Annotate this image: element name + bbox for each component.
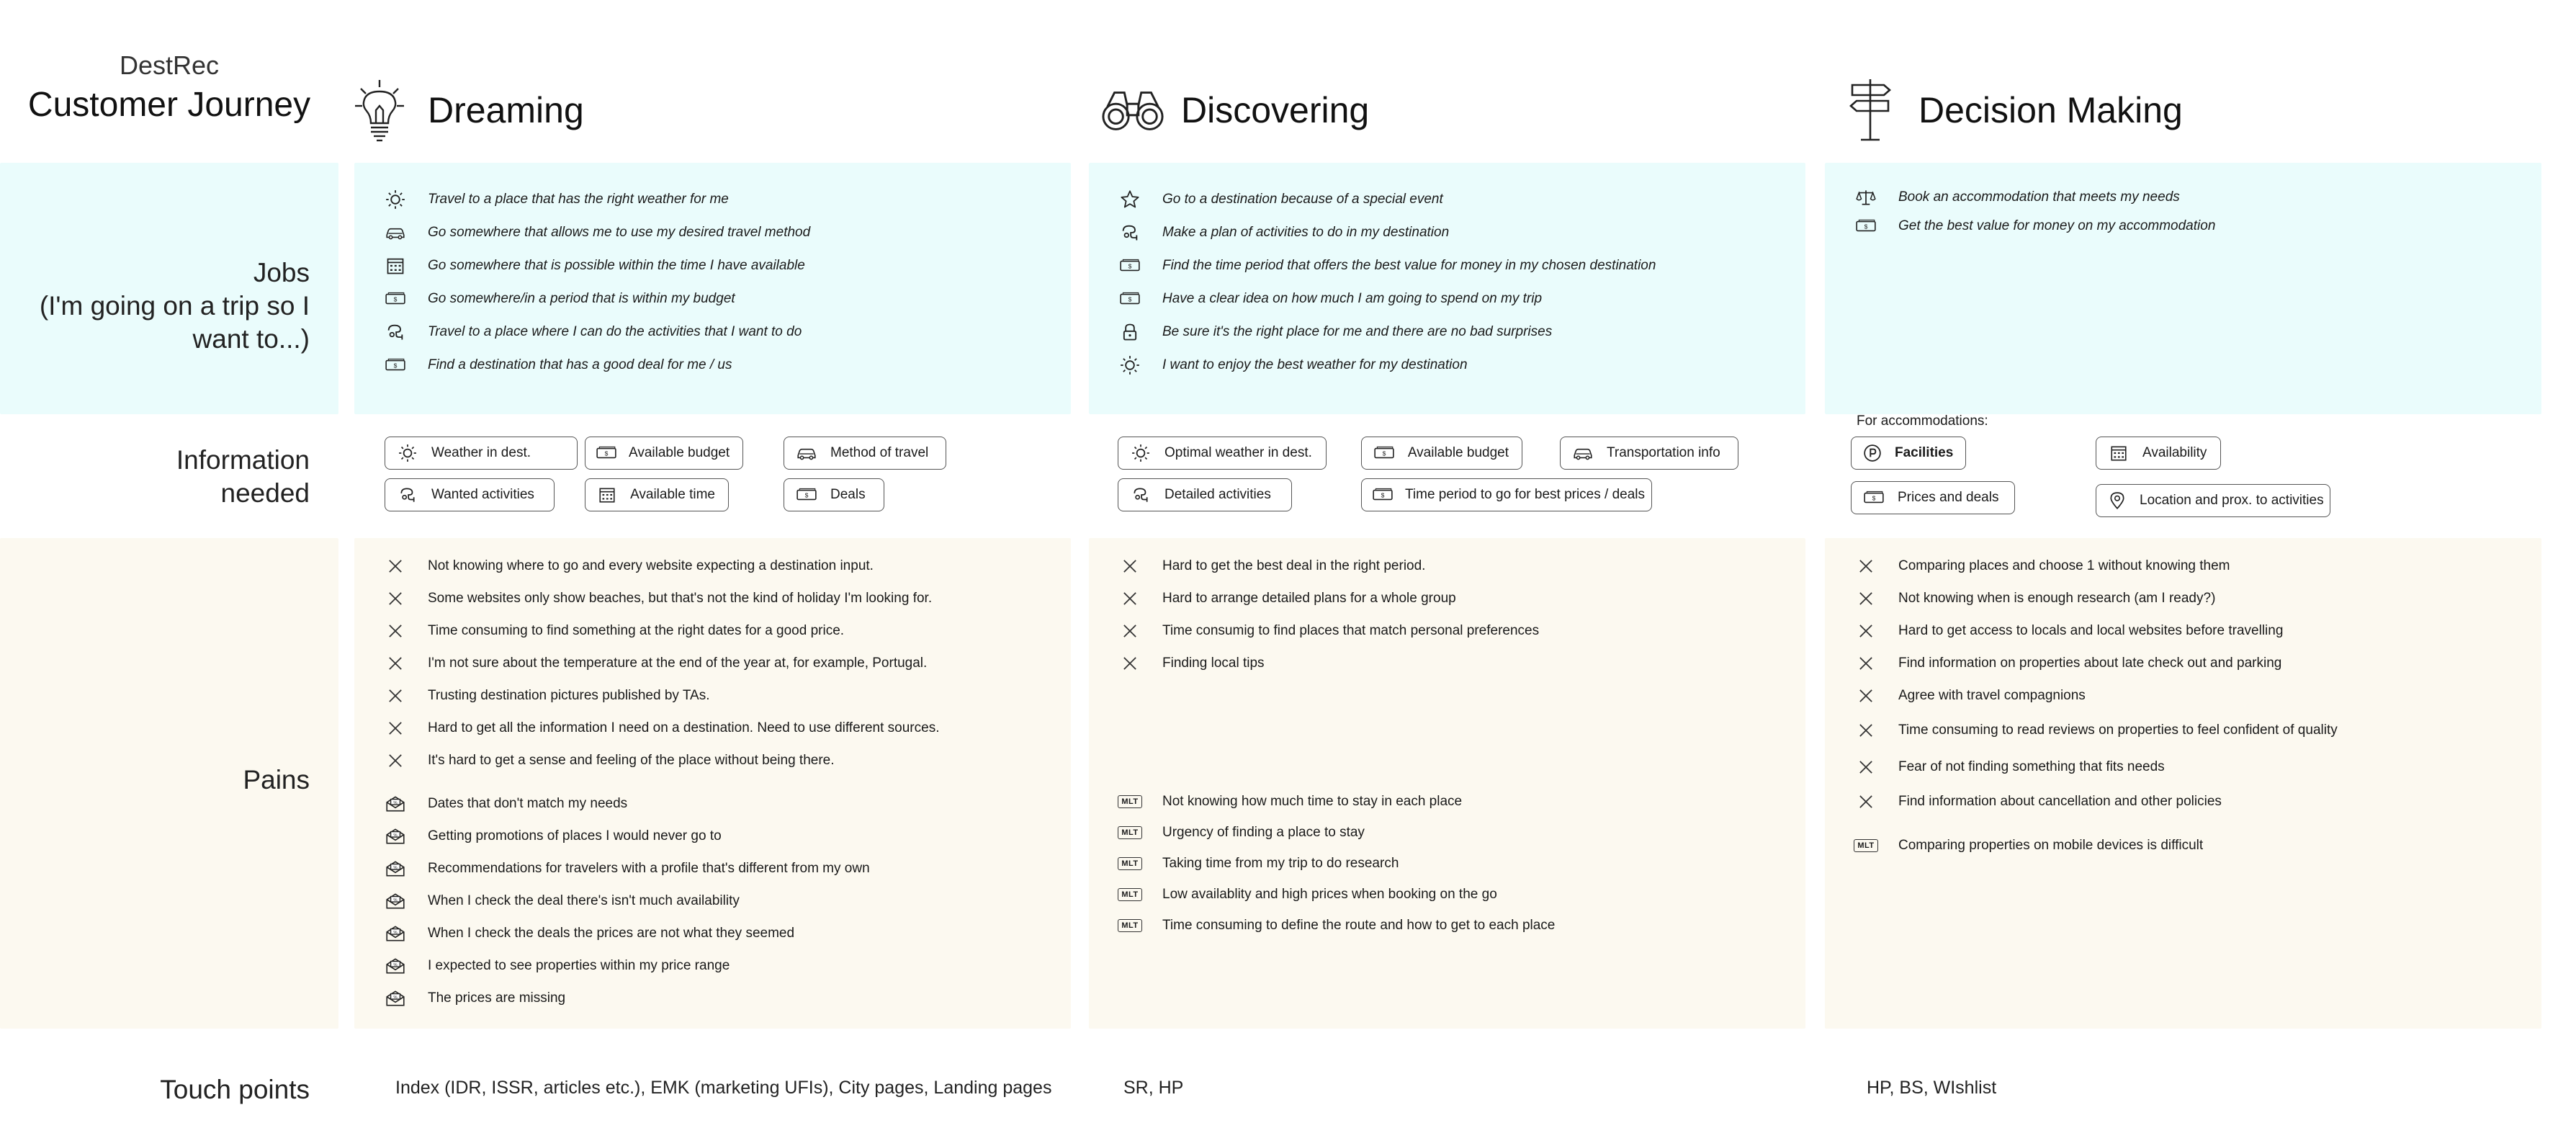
pains-list-discovering (1118, 550, 1539, 679)
pains-panel-dreaming (354, 538, 1071, 1029)
list-item (1118, 647, 1539, 679)
jobs-panel-discovering (1089, 163, 1805, 414)
list-item (383, 820, 870, 852)
car-icon (794, 442, 819, 464)
list-item (383, 744, 939, 777)
info-chip-label: Weather in dest. (431, 445, 531, 460)
list-item (1854, 550, 2338, 582)
stage-title-decision-making: Decision Making (1918, 90, 2183, 130)
list-item-text: Get the best value for money on my accommodation (1898, 218, 2216, 233)
list-item (1854, 748, 2338, 785)
info-chip (585, 478, 729, 511)
list-item (1118, 817, 1555, 848)
list-item-text: Taking time from my trip to do research (1162, 855, 1399, 871)
activity-icon (383, 320, 408, 344)
calendar-icon (596, 484, 619, 506)
jobs-panel-dreaming (354, 163, 1071, 414)
list-item (383, 316, 810, 349)
close-icon (1854, 619, 1878, 643)
list-item-text: Time consuming to define the route and how to get to each place (1162, 917, 1556, 933)
money-icon (1118, 287, 1142, 311)
list-item-text: Some websites only show beaches, but that's not the kind of holiday I'm looking for. (428, 590, 933, 606)
list-item (1118, 582, 1539, 614)
pains-list-dreaming-deals (383, 787, 870, 1014)
parking-icon (1862, 442, 1883, 464)
brand-title: Customer Journey (27, 86, 311, 124)
jobs-list-dreaming (383, 183, 810, 382)
list-item (383, 614, 939, 647)
list-item-text: Not knowing how much time to stay in each place (1162, 793, 1463, 809)
info-chip (1118, 478, 1292, 511)
list-item-text: Hard to arrange detailed plans for a whole group (1162, 590, 1456, 606)
row-label-information: Information needed (176, 445, 310, 508)
money-icon (794, 484, 819, 506)
list-item-text: Book an accommodation that meets my needs (1898, 189, 2180, 205)
close-icon (383, 684, 408, 708)
close-icon (383, 554, 408, 578)
info-chip (1361, 478, 1652, 511)
brand-subtitle: DestRec (119, 50, 220, 80)
info-chip-label: Method of travel (830, 445, 929, 460)
stage-header-decision-making (1838, 78, 2183, 143)
list-item-text: Hard to get the best deal in the right period. (1162, 558, 1426, 573)
close-icon (1854, 684, 1878, 708)
list-item (383, 885, 870, 917)
touchpoints-decision-making: HP, BS, WIshlist (1867, 1078, 1997, 1098)
info-chip-label: Availability (2142, 445, 2207, 460)
list-item-text: Time consumig to find places that match personal preferences (1162, 622, 1540, 638)
money-icon (1118, 254, 1142, 278)
list-item-text: Trusting destination pictures published by TAs. (428, 687, 710, 703)
list-item (1118, 848, 1555, 879)
info-chip (1560, 437, 1738, 470)
money-icon (383, 287, 408, 311)
list-item (1118, 550, 1539, 582)
list-item-text: Agree with travel compagnions (1898, 687, 2086, 703)
list-item-text: Time consuming to read reviews on properties to feel confident of quality (1898, 722, 2338, 738)
list-item (1854, 679, 2338, 712)
activity-icon (1118, 220, 1142, 245)
list-item-text: Not knowing where to go and every website expecting a destination input. (428, 558, 874, 573)
mail-deal-icon (383, 954, 408, 978)
list-item (1118, 216, 1656, 249)
pains-list-decision-making (1854, 550, 2338, 818)
close-icon (383, 586, 408, 611)
list-item (383, 582, 939, 614)
info-chip (1361, 437, 1522, 470)
list-item (1854, 582, 2338, 614)
touchpoints-dreaming: Index (IDR, ISSR, articles etc.), EMK (marketing UFIs), City pages, Landing pages (395, 1078, 1052, 1098)
close-icon (1854, 554, 1878, 578)
pains-panel-decision-making (1825, 538, 2541, 1029)
list-item-text: Low availablity and high prices when booking on the go (1162, 886, 1497, 902)
info-chip-label: Available time (630, 487, 715, 502)
list-item-text: Comparing properties on mobile devices is difficult (1898, 837, 2204, 853)
car-icon (383, 220, 408, 245)
list-item-text: Hard to get all the information I need on a destination. Need to use different sources. (428, 720, 940, 735)
money-icon (1862, 487, 1886, 509)
star-icon (1118, 187, 1142, 212)
mlt-badge: MLT (1118, 789, 1142, 814)
info-chip (784, 478, 884, 511)
info-chip (1118, 437, 1327, 470)
info-chip-label: Time period to go for best prices / deals (1405, 487, 1646, 502)
list-item (383, 982, 870, 1014)
close-icon (1854, 718, 1878, 743)
list-item (383, 183, 810, 216)
list-item-text: Hard to get access to locals and local websites before travelling (1898, 622, 2284, 638)
mail-deal-icon (383, 824, 408, 849)
info-chip-label: Deals (830, 487, 866, 502)
info-chip-label: Prices and deals (1898, 490, 1999, 505)
close-icon (1118, 651, 1142, 676)
info-chip (385, 478, 555, 511)
info-chip-label: Optimal weather in dest. (1164, 445, 1312, 460)
close-icon (1118, 586, 1142, 611)
pains-list-dreaming (383, 550, 939, 777)
info-chip-label: Transportation info (1607, 445, 1720, 460)
money-icon (1372, 484, 1394, 506)
list-item-text: Find the time period that offers the best value for money in my chosen destination (1162, 258, 1656, 273)
list-item-text: When I check the deal there's isn't much availability (428, 892, 740, 908)
list-item (1118, 316, 1656, 349)
money-icon (596, 442, 617, 464)
list-item (383, 550, 939, 582)
list-item-text: Fear of not finding something that fits needs (1898, 759, 2165, 774)
close-icon (1118, 619, 1142, 643)
accommodations-subheading: For accommodations: (1857, 413, 1988, 429)
info-chip (385, 437, 578, 470)
list-item-text: Travel to a place where I can do the activities that I want to do (428, 324, 802, 339)
info-chip (784, 437, 946, 470)
activity-icon (395, 484, 420, 506)
list-item-text: Be sure it's the right place for me and there are no bad surprises (1162, 324, 1553, 339)
close-icon (383, 651, 408, 676)
list-item (1854, 829, 2203, 862)
list-item-text: I expected to see properties within my price range (428, 957, 730, 973)
close-icon (1854, 651, 1878, 676)
info-chip-label: Wanted activities (431, 487, 534, 502)
list-item (383, 282, 810, 316)
list-item (383, 679, 939, 712)
list-item (1854, 183, 2215, 212)
calendar-icon (383, 254, 408, 278)
row-label-touch-points: Touch points (160, 1075, 310, 1104)
list-item (1854, 712, 2338, 748)
mlt-badge: MLT (1854, 833, 1878, 858)
lightbulb-icon (347, 78, 412, 143)
list-item-text: Go to a destination because of a special event (1162, 192, 1443, 207)
mail-deal-icon (383, 921, 408, 946)
list-item (1118, 282, 1656, 316)
list-item-text: Find information about cancellation and other policies (1898, 793, 2222, 809)
mail-deal-icon (383, 889, 408, 913)
list-item-text: Find a destination that has a good deal for me / us (428, 357, 732, 372)
list-item-text: Not knowing when is enough research (am I ready?) (1898, 590, 2216, 606)
list-item (1118, 614, 1539, 647)
list-item (383, 216, 810, 249)
list-item-text: Go somewhere that is possible within the time I have available (428, 258, 805, 273)
list-item (383, 852, 870, 885)
list-item-text: Comparing places and choose 1 without knowing them (1898, 558, 2230, 573)
list-item-text: Have a clear idea on how much I am going to spend on my trip (1162, 291, 1543, 306)
list-item-text: Dates that don't match my needs (428, 795, 628, 811)
list-item-text: Urgency of finding a place to stay (1162, 824, 1365, 840)
lock-icon (1118, 320, 1142, 344)
stage-title-dreaming: Dreaming (428, 90, 584, 130)
list-item-text: The prices are missing (428, 990, 566, 1006)
activity-icon (1128, 484, 1153, 506)
money-icon (1372, 442, 1396, 464)
list-item (383, 349, 810, 382)
info-chip-label: Detailed activities (1164, 487, 1271, 502)
list-item (1854, 212, 2215, 241)
mlt-badge: MLT (1118, 913, 1142, 938)
list-item-text: Recommendations for travelers with a profile that's different from my own (428, 860, 870, 876)
mlt-badge: MLT (1118, 820, 1142, 845)
close-icon (1854, 586, 1878, 611)
location-pin-icon (2106, 490, 2128, 511)
pains-list-decision-making-mlt (1854, 829, 2203, 862)
list-item-text: Travel to a place that has the right weather for me (428, 192, 729, 207)
sun-icon (395, 442, 420, 464)
list-item-text: When I check the deals the prices are not what they seemed (428, 925, 795, 941)
list-item-text: Getting promotions of places I would never go to (428, 828, 722, 844)
info-chip (585, 437, 743, 470)
list-item (1118, 183, 1656, 216)
pains-panel-discovering (1089, 538, 1805, 1029)
list-item (1854, 614, 2338, 647)
close-icon (383, 716, 408, 740)
calendar-icon (2106, 442, 2131, 464)
list-item-text: I want to enjoy the best weather for my destination (1162, 357, 1468, 372)
list-item (1118, 879, 1555, 910)
list-item (383, 917, 870, 949)
mlt-badge: MLT (1118, 851, 1142, 876)
list-item-text: Go somewhere/in a period that is within my budget (428, 291, 735, 306)
list-item (1118, 349, 1656, 382)
close-icon (1854, 755, 1878, 779)
info-chip-label: Facilities (1895, 445, 1954, 460)
close-icon (1854, 789, 1878, 814)
money-icon (1854, 214, 1878, 238)
list-item-text: I'm not sure about the temperature at the end of the year at, for example, Portugal. (428, 655, 928, 671)
close-icon (383, 619, 408, 643)
list-item (383, 949, 870, 982)
close-icon (1118, 554, 1142, 578)
info-chip-label: Location and prox. to activities (2140, 493, 2324, 508)
list-item-text: It's hard to get a sense and feeling of the place without being there. (428, 752, 835, 768)
list-item (1118, 786, 1555, 817)
scale-icon (1854, 185, 1878, 210)
mail-deal-icon (383, 856, 408, 881)
pains-list-discovering-mlt (1118, 786, 1555, 941)
list-item (383, 712, 939, 744)
row-label-jobs: Jobs (I'm going on a trip so I want to...) (39, 258, 310, 354)
list-item (383, 249, 810, 282)
stage-header-dreaming (347, 78, 584, 143)
list-item-text: Make a plan of activities to do in my destination (1162, 225, 1450, 240)
list-item (1118, 910, 1555, 941)
jobs-list-decision-making (1854, 183, 2215, 241)
mlt-badge: MLT (1118, 882, 1142, 907)
list-item (383, 647, 939, 679)
row-label-pains: Pains (243, 765, 310, 795)
list-item-text: Time consuming to find something at the right dates for a good price. (428, 622, 845, 638)
jobs-list-discovering (1118, 183, 1656, 382)
list-item-text: Find information on properties about late check out and parking (1898, 655, 2282, 671)
signpost-icon (1838, 78, 1903, 143)
jobs-panel-decision-making (1825, 163, 2541, 414)
sun-icon (383, 187, 408, 212)
stage-header-discovering (1100, 78, 1369, 143)
list-item-text: Finding local tips (1162, 655, 1265, 671)
sun-icon (1128, 442, 1153, 464)
list-item (383, 787, 870, 820)
touchpoints-discovering: SR, HP (1123, 1078, 1184, 1098)
info-chip-label: Available budget (1407, 445, 1509, 460)
mail-deal-icon (383, 986, 408, 1011)
list-item (1854, 785, 2338, 818)
info-chip (1851, 437, 1966, 470)
list-item (1854, 647, 2338, 679)
info-chip (2096, 437, 2221, 470)
car-icon (1571, 442, 1595, 464)
close-icon (383, 748, 408, 773)
info-chip (1851, 481, 2015, 514)
info-chip (2096, 484, 2330, 517)
stage-title-discovering: Discovering (1181, 90, 1370, 130)
list-item (1118, 249, 1656, 282)
sun-icon (1118, 353, 1142, 377)
money-icon (383, 353, 408, 377)
mail-deal-icon (383, 792, 408, 816)
list-item-text: Go somewhere that allows me to use my desired travel method (428, 225, 811, 240)
binoculars-icon (1100, 78, 1165, 143)
info-chip-label: Available budget (629, 445, 730, 460)
